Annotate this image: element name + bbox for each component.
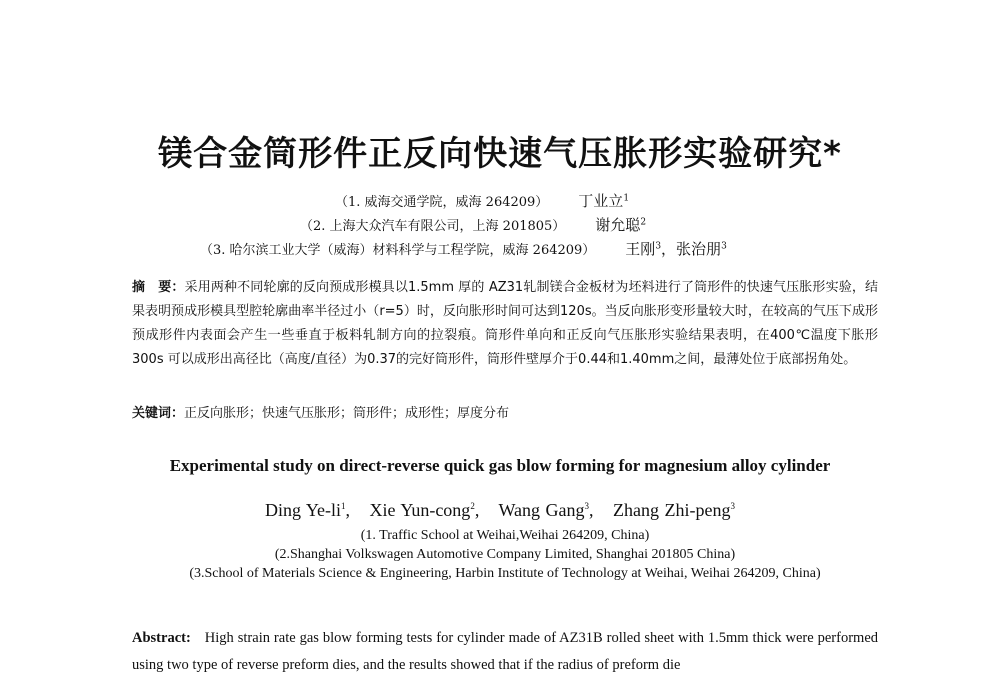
cn-affiliation-1	[335, 190, 629, 211]
en-author-sep: ,	[474, 500, 480, 520]
en-author-name: Wang Gang	[498, 500, 585, 520]
en-author-name: Xie Yun-cong	[369, 500, 471, 520]
cn-author-sup: 2	[640, 217, 647, 228]
en-affiliation-3: (3.School of Materials Science & Engineering, Harbin Institute of Technology at Weihai, Weihai 264209, China)	[189, 566, 821, 581]
en-author-sup: 3	[584, 501, 590, 511]
cn-author-name: ，张治朋	[661, 240, 722, 258]
en-author-sep: ,	[345, 500, 350, 520]
abstract-en-label: Abstract:	[132, 630, 191, 646]
en-affiliation-2: (2.Shanghai Volkswagen Automotive Company Limited, Shanghai 201805 China)	[274, 547, 736, 562]
cn-author-sup: 3	[721, 241, 727, 252]
cn-affiliation-2	[300, 214, 646, 235]
abstract-en-text: High strain rate gas blow forming tests for cylinder made of AZ31B rolled sheet with 1.5mm thick were performed using two type of reverse preform dies, and the results showed that if the radius of preform die	[132, 630, 878, 673]
keywords-cn-label: 关键词：	[132, 406, 185, 421]
cn-author-name: 王刚	[625, 240, 656, 258]
en-title: Experimental study on direct-reverse quick gas blow forming for magnesium alloy cylinder	[169, 456, 831, 475]
en-author-sup: 3	[730, 501, 735, 511]
keywords-cn-text: 正反向胀形；快速气压胀形；筒形件；成形性；厚度分布	[184, 406, 510, 421]
cn-affiliation-text: （2. 上海大众汽车有限公司，上海 201805）	[300, 219, 566, 234]
en-authors	[0, 500, 1000, 521]
cn-author-sup: 1	[623, 193, 630, 204]
abstract-cn	[132, 276, 878, 372]
en-author-name: Ding Ye-li	[264, 500, 341, 520]
abstract-en	[132, 625, 878, 679]
en-author-name: Zhang Zhi-peng	[613, 500, 731, 520]
keywords-cn	[132, 403, 878, 425]
en-author-sup: 1	[341, 501, 346, 511]
cn-affiliation-text: （1. 威海交通学院，威海 264209）	[335, 195, 549, 210]
en-author-sup: 2	[470, 501, 475, 511]
en-affiliation-1: (1. Traffic School at Weihai,Weihai 264209, China)	[360, 528, 650, 543]
abstract-cn-label: 摘 要：	[132, 280, 185, 295]
cn-author-name: 谢允聪	[595, 216, 641, 234]
cn-author-sup: 3	[655, 241, 662, 252]
cn-author-name: 丁业立	[578, 192, 624, 210]
cn-title: 镁合金筒形件正反向快速气压胀形实验研究*	[158, 134, 842, 174]
cn-affiliation-text: （3. 哈尔滨工业大学（威海）材料科学与工程学院，威海 264209）	[200, 243, 596, 258]
abstract-cn-text: 采用两种不同轮廓的反向预成形模具以1.5mm 厚的 AZ31轧制镁合金板材为坯料进行了筒形件的快速气压胀形实验，结果表明预成形模具型腔轮廓曲率半径过小（r=5）时，反向胀形时间可达到120s。当反向胀形变形量较大时，在较高的气压下成形预成形件内表面会产生一些垂直于板料轧制方向的拉裂痕。筒形件单向和正反向气压胀形实验结果表明，在400℃温度下胀形300s 可以成形出高径比（高度/直径）为0.37的完好筒形件，筒形件壁厚介于0.44和1.40mm之间，最薄处位于底部拐角处。	[132, 280, 878, 367]
cn-affiliation-3	[200, 238, 727, 259]
en-author-sep: ,	[589, 500, 594, 520]
